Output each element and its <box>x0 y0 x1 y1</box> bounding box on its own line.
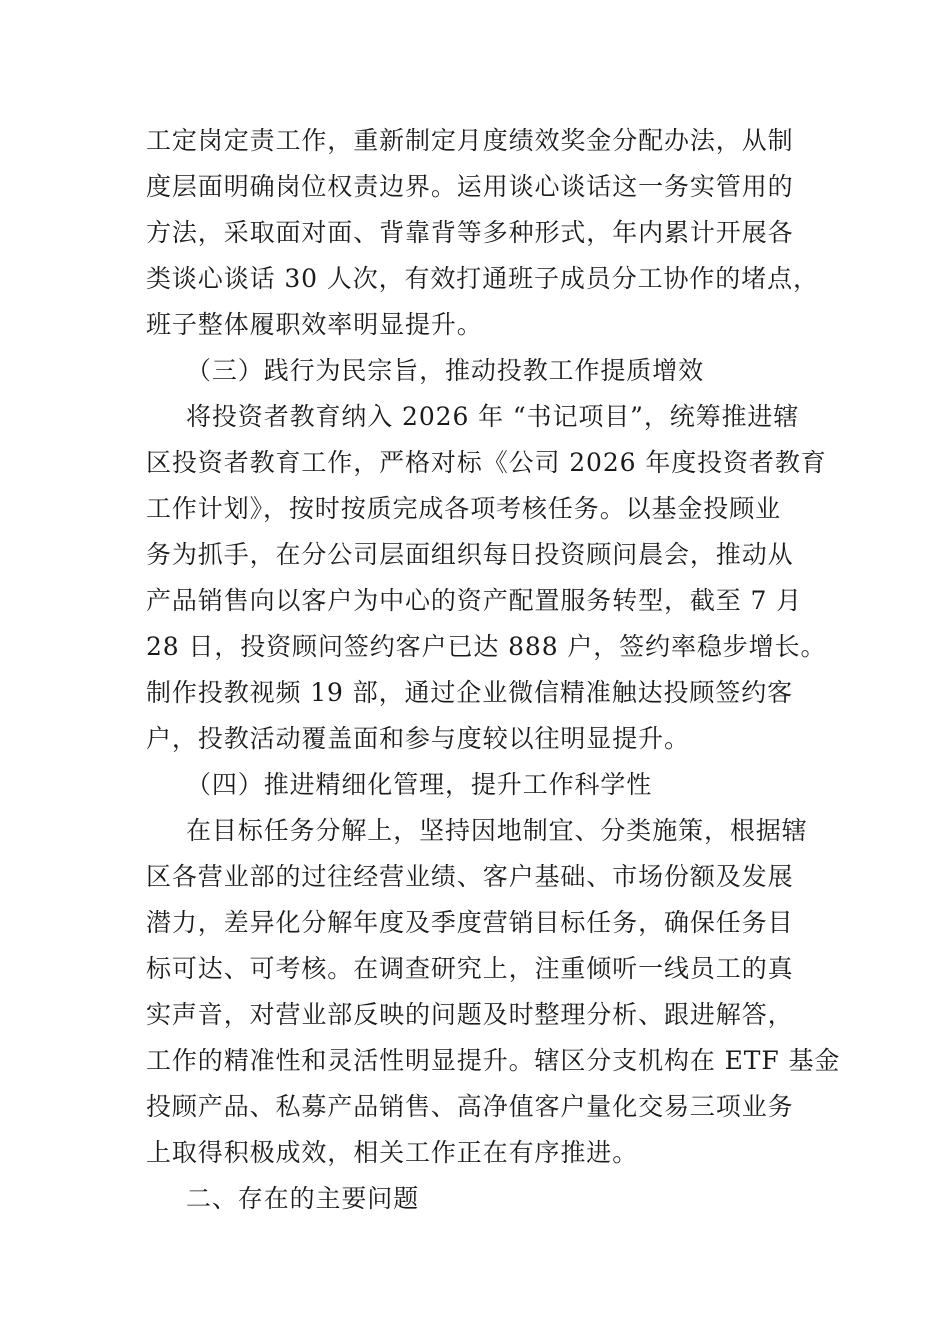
body-text-line: 28 日，投资顾问签约客户已达 888 户，签约率稳步增长。 <box>146 632 827 661</box>
body-text-line: 方法，采取面对面、背靠背等多种形式，年内累计开展各 <box>146 218 794 247</box>
body-text-line: 制作投教视频 19 部，通过企业微信精准触达投顾签约客 <box>146 678 794 707</box>
body-text-line: 工作的精准性和灵活性明显提升。辖区分支机构在 ETF 基金 <box>146 1046 841 1075</box>
body-text-line: 产品销售向以客户为中心的资产配置服务转型，截至 7 月 <box>146 586 803 615</box>
body-text-line: 潜力，差异化分解年度及季度营销目标任务，确保任务目 <box>146 908 794 937</box>
body-text-line: 班子整体履职效率明显提升。 <box>146 310 483 339</box>
chapter-heading: 二、存在的主要问题 <box>186 1184 420 1213</box>
body-text-line: 上取得积极成效，相关工作正在有序推进。 <box>146 1138 639 1167</box>
body-text-line: 工定岗定责工作，重新制定月度绩效奖金分配办法，从制 <box>146 126 794 155</box>
body-text-line: 度层面明确岗位权责边界。运用谈心谈话这一务实管用的 <box>146 172 794 201</box>
body-text-line: 户，投教活动覆盖面和参与度较以往明显提升。 <box>146 724 690 753</box>
body-text-line: 类谈心谈话 30 人次，有效打通班子成员分工协作的堵点， <box>146 264 819 293</box>
body-text-line: 工作计划》，按时按质完成各项考核任务。以基金投顾业 <box>146 494 782 523</box>
body-text-line: 区各营业部的过往经营业绩、客户基础、市场份额及发展 <box>146 862 794 891</box>
section-heading: （四）推进精细化管理，提升工作科学性 <box>186 770 653 799</box>
body-text-line: 将投资者教育纳入 2026 年 “书记项目”，统筹推进辖 <box>186 402 800 431</box>
body-text-line: 在目标任务分解上，坚持因地制宜、分类施策，根据辖 <box>186 816 808 845</box>
body-text-line: 务为抓手，在分公司层面组织每日投资顾问晨会，推动从 <box>146 540 794 569</box>
body-text-line: 区投资者教育工作，严格对标《公司 2026 年度投资者教育 <box>146 448 827 477</box>
body-text-line: 标可达、可考核。在调查研究上，注重倾听一线员工的真 <box>146 954 794 983</box>
body-text-line: 实声音，对营业部反映的问题及时整理分析、跟进解答， <box>146 1000 794 1029</box>
body-text-line: 投顾产品、私募产品销售、高净值客户量化交易三项业务 <box>146 1092 794 1121</box>
section-heading: （三）践行为民宗旨，推动投教工作提质增效 <box>186 356 705 385</box>
